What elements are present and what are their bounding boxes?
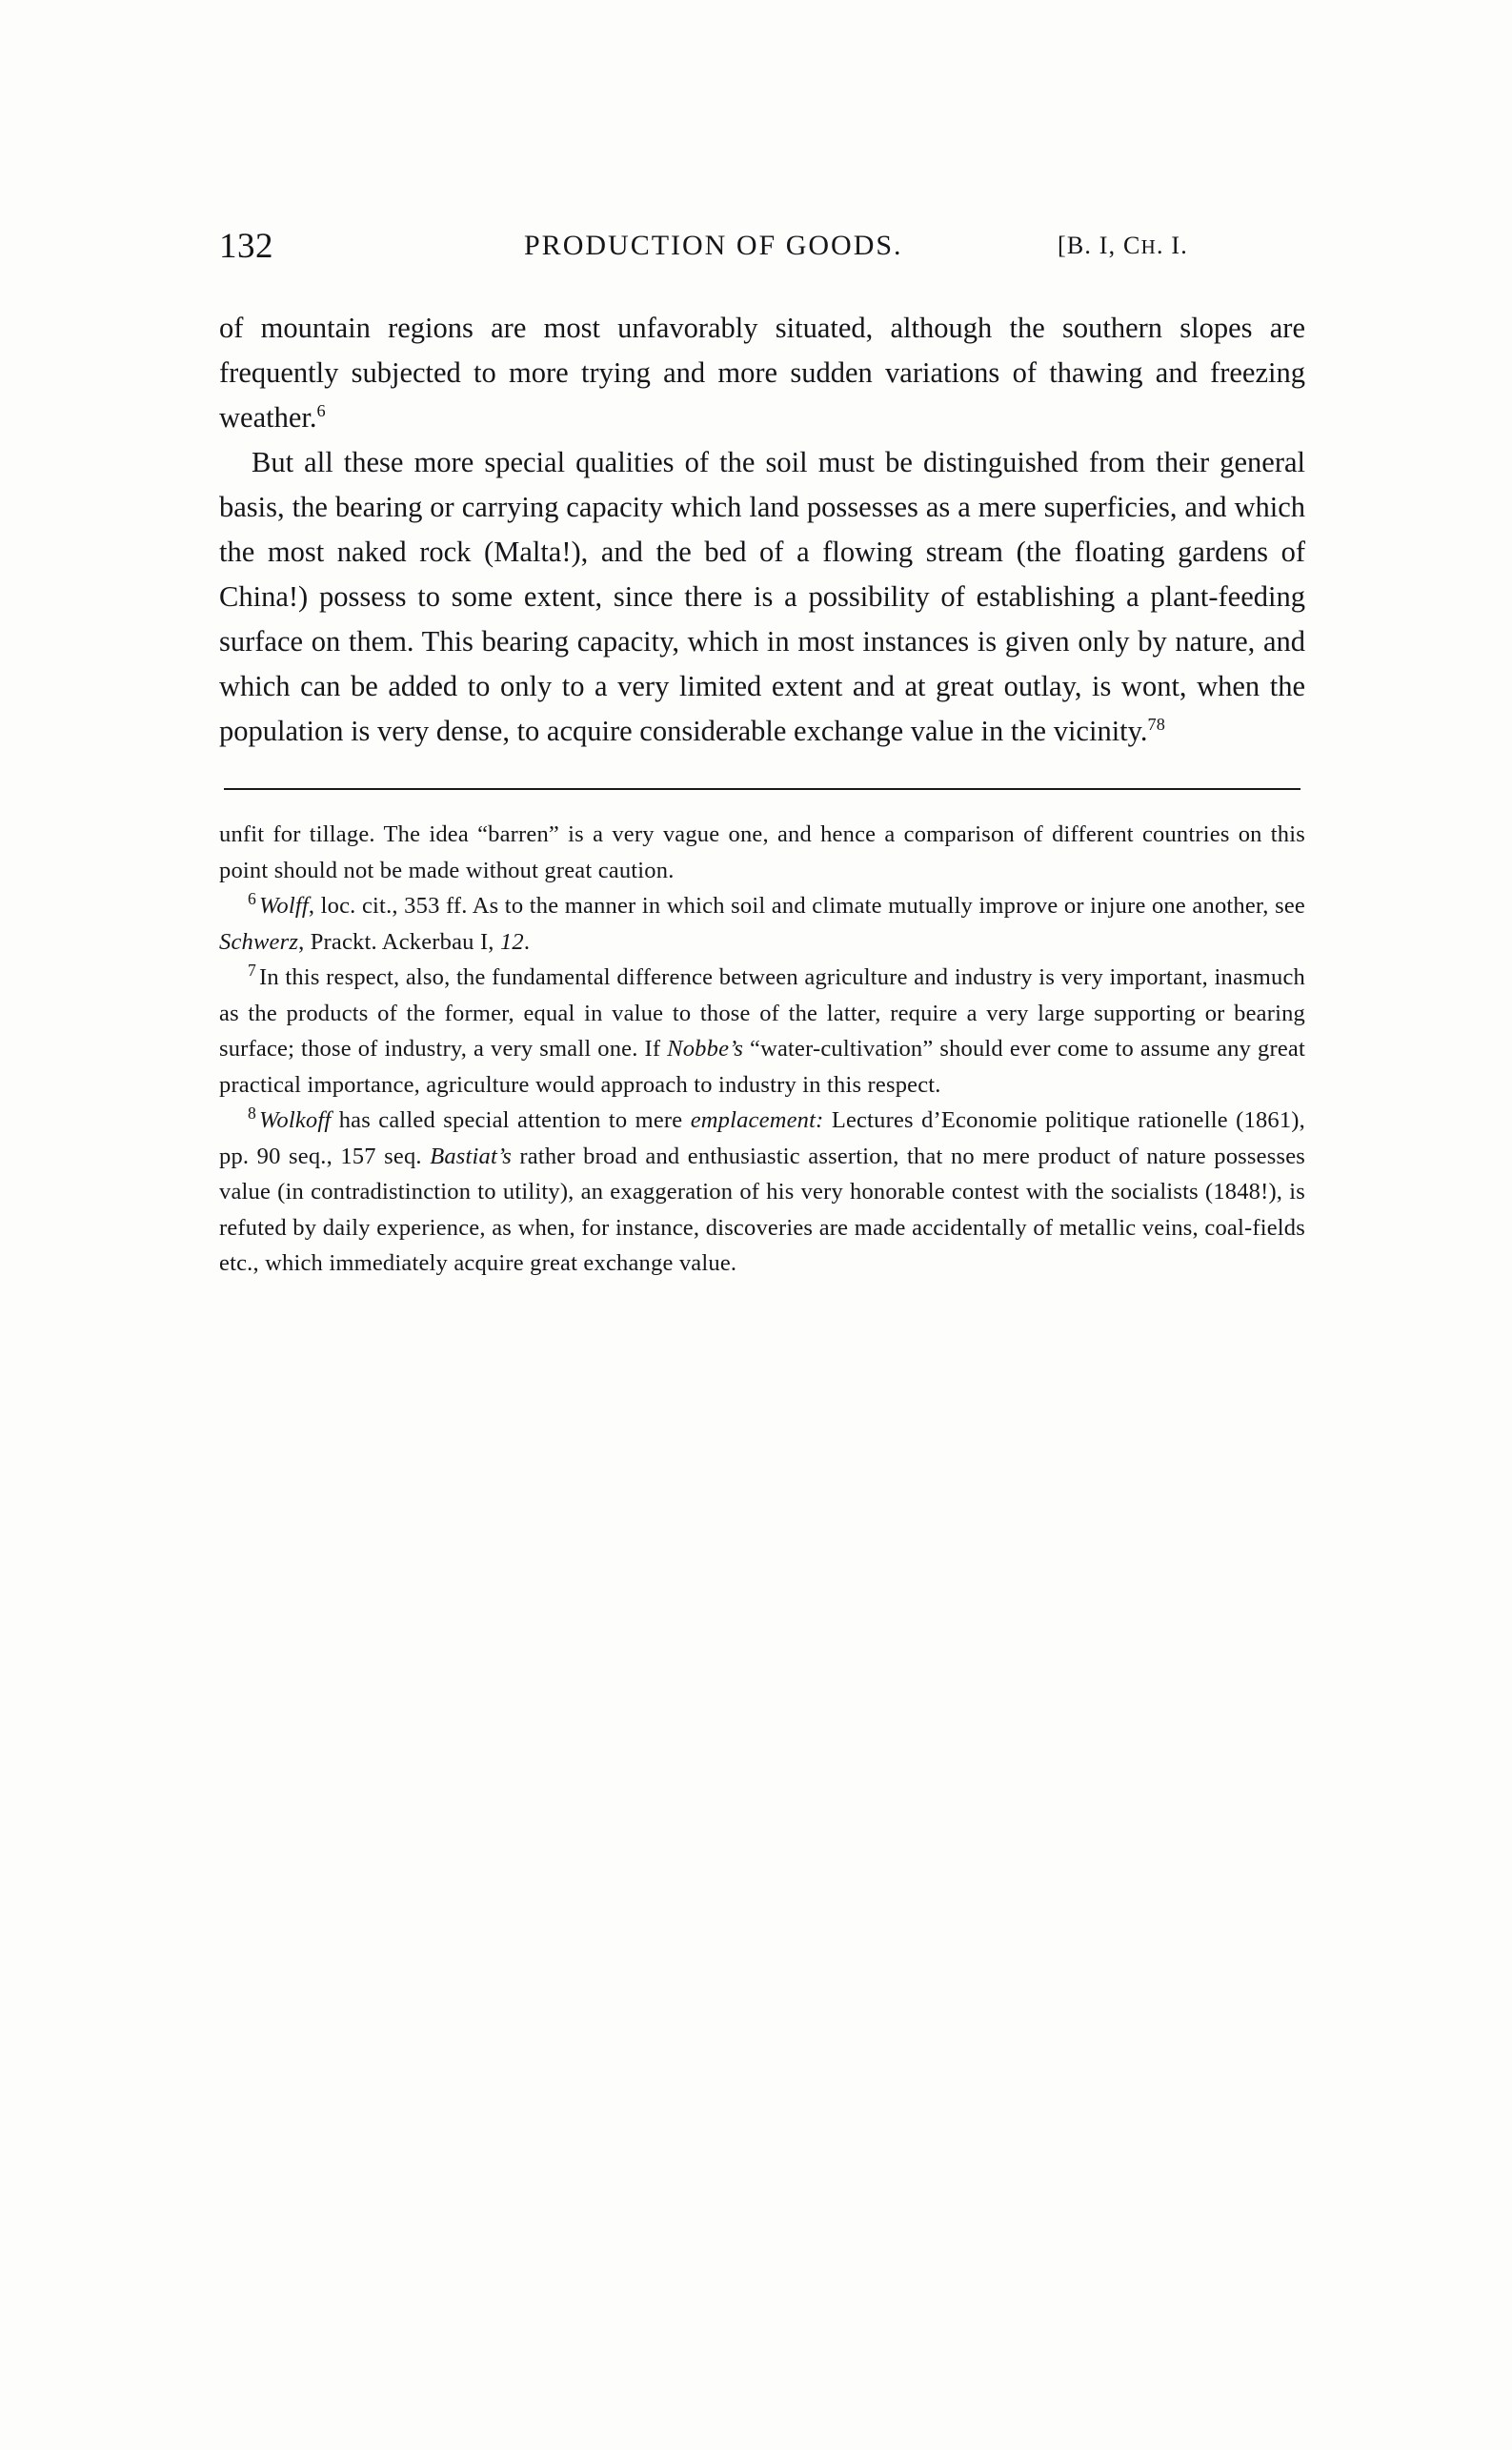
page-content [219, 205, 1305, 1282]
footnote-ref-8: 8 [1156, 714, 1165, 734]
footnote-6-author: Wolff [259, 893, 309, 919]
footnote-separator-rule [224, 788, 1300, 790]
footnote-6-page: 12 [499, 928, 524, 955]
footnotes [219, 817, 1305, 1282]
body-text [219, 306, 1305, 754]
footnote-8-text-b: Lectures d’Economie politique rationelle (1861), pp. 90 seq., 157 seq. [219, 1107, 1305, 1169]
footnote-ref-7: 7 [1147, 714, 1157, 734]
running-head-title: PRODUCTION OF GOODS. [524, 230, 903, 261]
footnote-6-author-2: Schwerz [219, 928, 299, 955]
footnote-6-text-b: , Prackt. Ackerbau I, [298, 928, 500, 955]
footnote-7-italic: Nobbe’s [667, 1036, 744, 1062]
footnote-6-marker: 6 [248, 888, 257, 908]
footnote-8-italic-a: emplacement: [690, 1107, 824, 1133]
footnote-7-text-a: In this respect, also, the fundamental difference between agriculture and industry is very important, inasmuch as the products of the former, equal in value to those of the latter, require a very large supporting or bearing surface; those of industry, a very small one. If [219, 964, 1305, 1062]
running-head-reference [1058, 232, 1188, 260]
footnote-8-italic-b: Bastiat’s [430, 1143, 512, 1169]
footnote-6-text-d: . [523, 928, 531, 955]
paragraph-continued-text: of mountain regions are most unfavorably situated, although the southern slopes are frequently subjected to more trying and more sudden variations of thawing and freezing weather. [219, 312, 1305, 434]
footnote-7-text-b: “water-cultivation” should ever come to assume any great practical importance, agriculture would approach to industry in this respect. [219, 1036, 1305, 1098]
paragraph-special-qualities [219, 440, 1305, 754]
footnote-ref-6: 6 [316, 400, 326, 420]
footnote-8-text-a: has called special attention to mere [331, 1107, 691, 1133]
paragraph-special-qualities-text: But all these more special qualities of the soil must be distinguished from their general basis, the bearing or carrying capacity which land possesses as a mere superficies, and which the most naked rock (Malta!), and the bed of a flowing stream (the floating gardens of China!) possess to some extent, since there is a possibility of establishing a plant-feeding surface on them. This bearing capacity, which in most instances is given only by nature, and which can be added to only to a very limited extent and at great outlay, is wont, when the population is very dense, to acquire considerable exchange value in the vicinity. [219, 446, 1305, 747]
footnote-6 [219, 888, 1305, 960]
footnote-6-text-a: , loc. cit., 353 ff. As to the manner in which soil and climate mutually improve or injure one another, see [308, 893, 1305, 919]
running-head-ref-close: . I. [1156, 232, 1188, 259]
running-head-ref-small: H [1140, 235, 1157, 258]
running-head [219, 205, 1305, 266]
paragraph-continued [219, 306, 1305, 440]
footnote-8-marker: 8 [248, 1103, 257, 1123]
footnote-8-author: Wolkoff [259, 1107, 332, 1133]
footnote-8 [219, 1103, 1305, 1282]
page-number: 132 [219, 227, 273, 266]
running-head-ref-open: [B. I, C [1058, 232, 1141, 259]
footnote-8-text-c: rather broad and enthusiastic assertion, that no mere product of nature possesses value (in contradistinction to utility), an exaggeration of his very honorable contest with the socialists (1848!), is refuted by daily experience, as when, for instance, discoveries are made accidentally of metallic veins, coal-fields etc., which immediately acquire great exchange value. [219, 1143, 1306, 1276]
footnote-7-marker: 7 [248, 960, 257, 980]
footnote-5-continuation: unfit for tillage. The idea “barren” is a very vague one, and hence a comparison of different countries on this point should not be made without great caution. [219, 821, 1305, 883]
footnote-7 [219, 960, 1305, 1103]
